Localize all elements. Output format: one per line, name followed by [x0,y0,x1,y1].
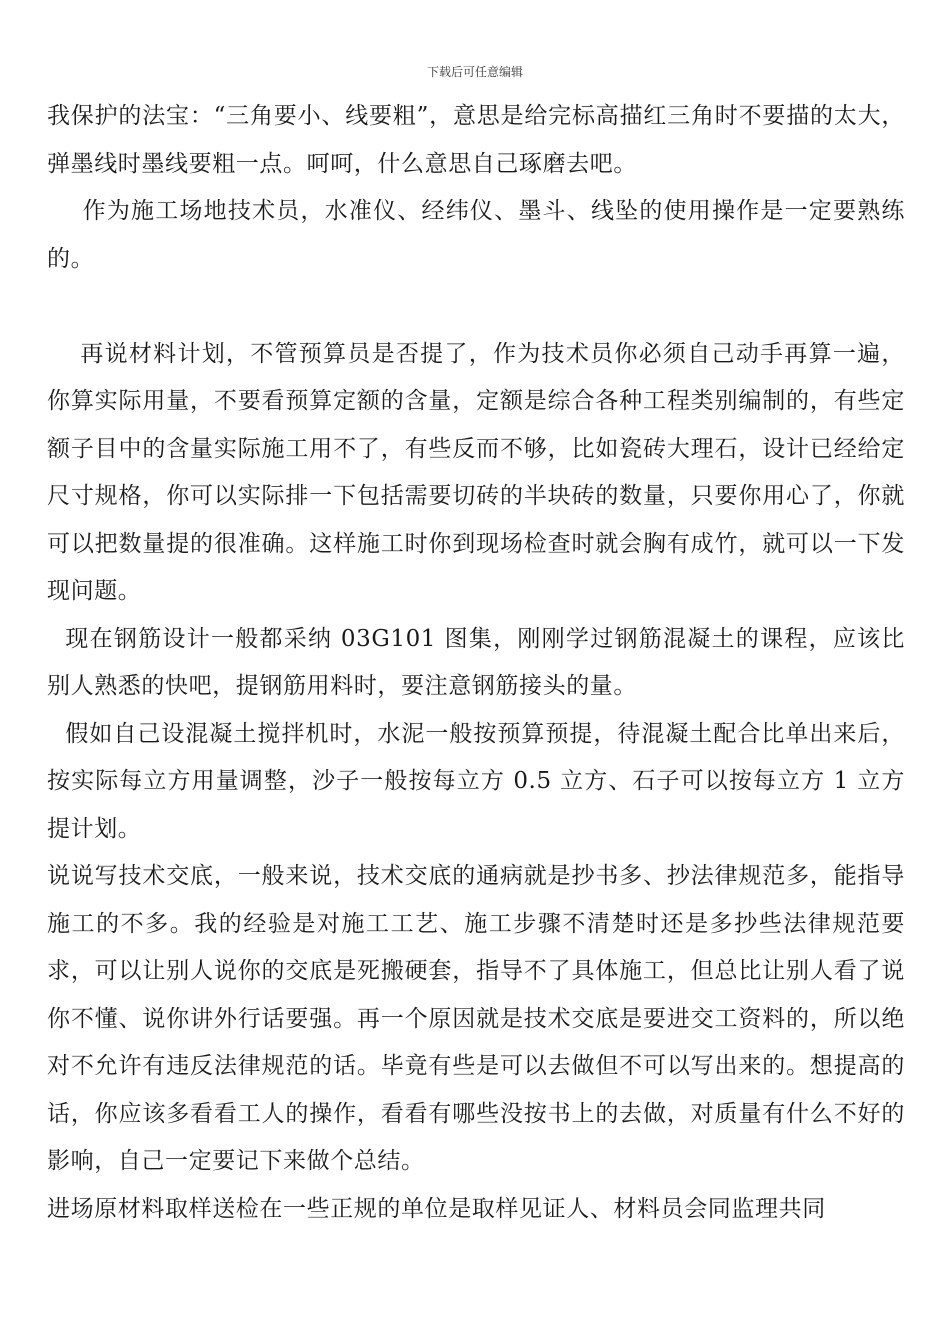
paragraph-concrete-mixer: 假如自己设混凝土搅拌机时，水泥一般按预算预提，待混凝土配合比单出来后，按实际每立方用量调整，沙子一般按每立方 0.5 立方、石子可以按每立方 1 立方提计划。 [47,720,905,842]
paragraph-instrument-skills: 作为施工场地技术员，水准仪、经纬仪、墨斗、线坠的使用操作是一定要熟练的。 [47,198,905,272]
paragraph-protection-tips: 我保护的法宝：“三角要小、线要粗”，意思是给完标高描红三角时不要描的太大，弹墨线时墨线要粗一点。呵呵，什么意思自己琢磨去吧。 [47,103,905,177]
paragraph-material-plan: 再说材料计划，不管预算员是否提了，作为技术员你必须自己动手再算一遍，你算实际用量，不要看预算定额的含量，定额是综合各种工程类别编制的，有些定额子目中的含量实际施工用不了，有些反而不够，比如瓷砖大理石，设计已经给定尺寸规格，你可以实际排一下包括需要切砖的半块砖的数量，只要你用心了，你就可以把数量提的很准确。这样施工时你到现场检查时就会胸有成竹，就可以一下发现问题。 [47,340,905,604]
page-header-note: 下载后可任意编辑 [426,65,523,79]
paragraph-rebar-design: 现在钢筋设计一般都采纳 03G101 图集，刚刚学过钢筋混凝土的课程，应该比别人熟悉的快吧，提钢筋用料时，要注意钢筋接头的量。 [47,625,905,699]
paragraph-material-sampling: 进场原材料取样送检在一些正规的单位是取样见证人、材料员会同监理共同 [47,1195,826,1222]
document-body [47,93,905,1233]
paragraph-technical-disclosure: 说说写技术交底，一般来说，技术交底的通病就是抄书多、抄法律规范多，能指导施工的不多。我的经验是对施工工艺、施工步骤不清楚时还是多抄些法律规范要求，可以让别人说你的交底是死搬硬套，指导不了具体施工，但总比让别人看了说你不懂、说你讲外行话要强。再一个原因就是技术交底是要进交工资料的，所以绝对不允许有违反法律规范的话。毕竟有些是可以去做但不可以写出来的。想提高的话，你应该多看看工人的操作，看看有哪些没按书上的去做，对质量有什么不好的影响，自己一定要记下来做个总结。 [47,863,905,1174]
paragraph-spacer [47,283,905,331]
